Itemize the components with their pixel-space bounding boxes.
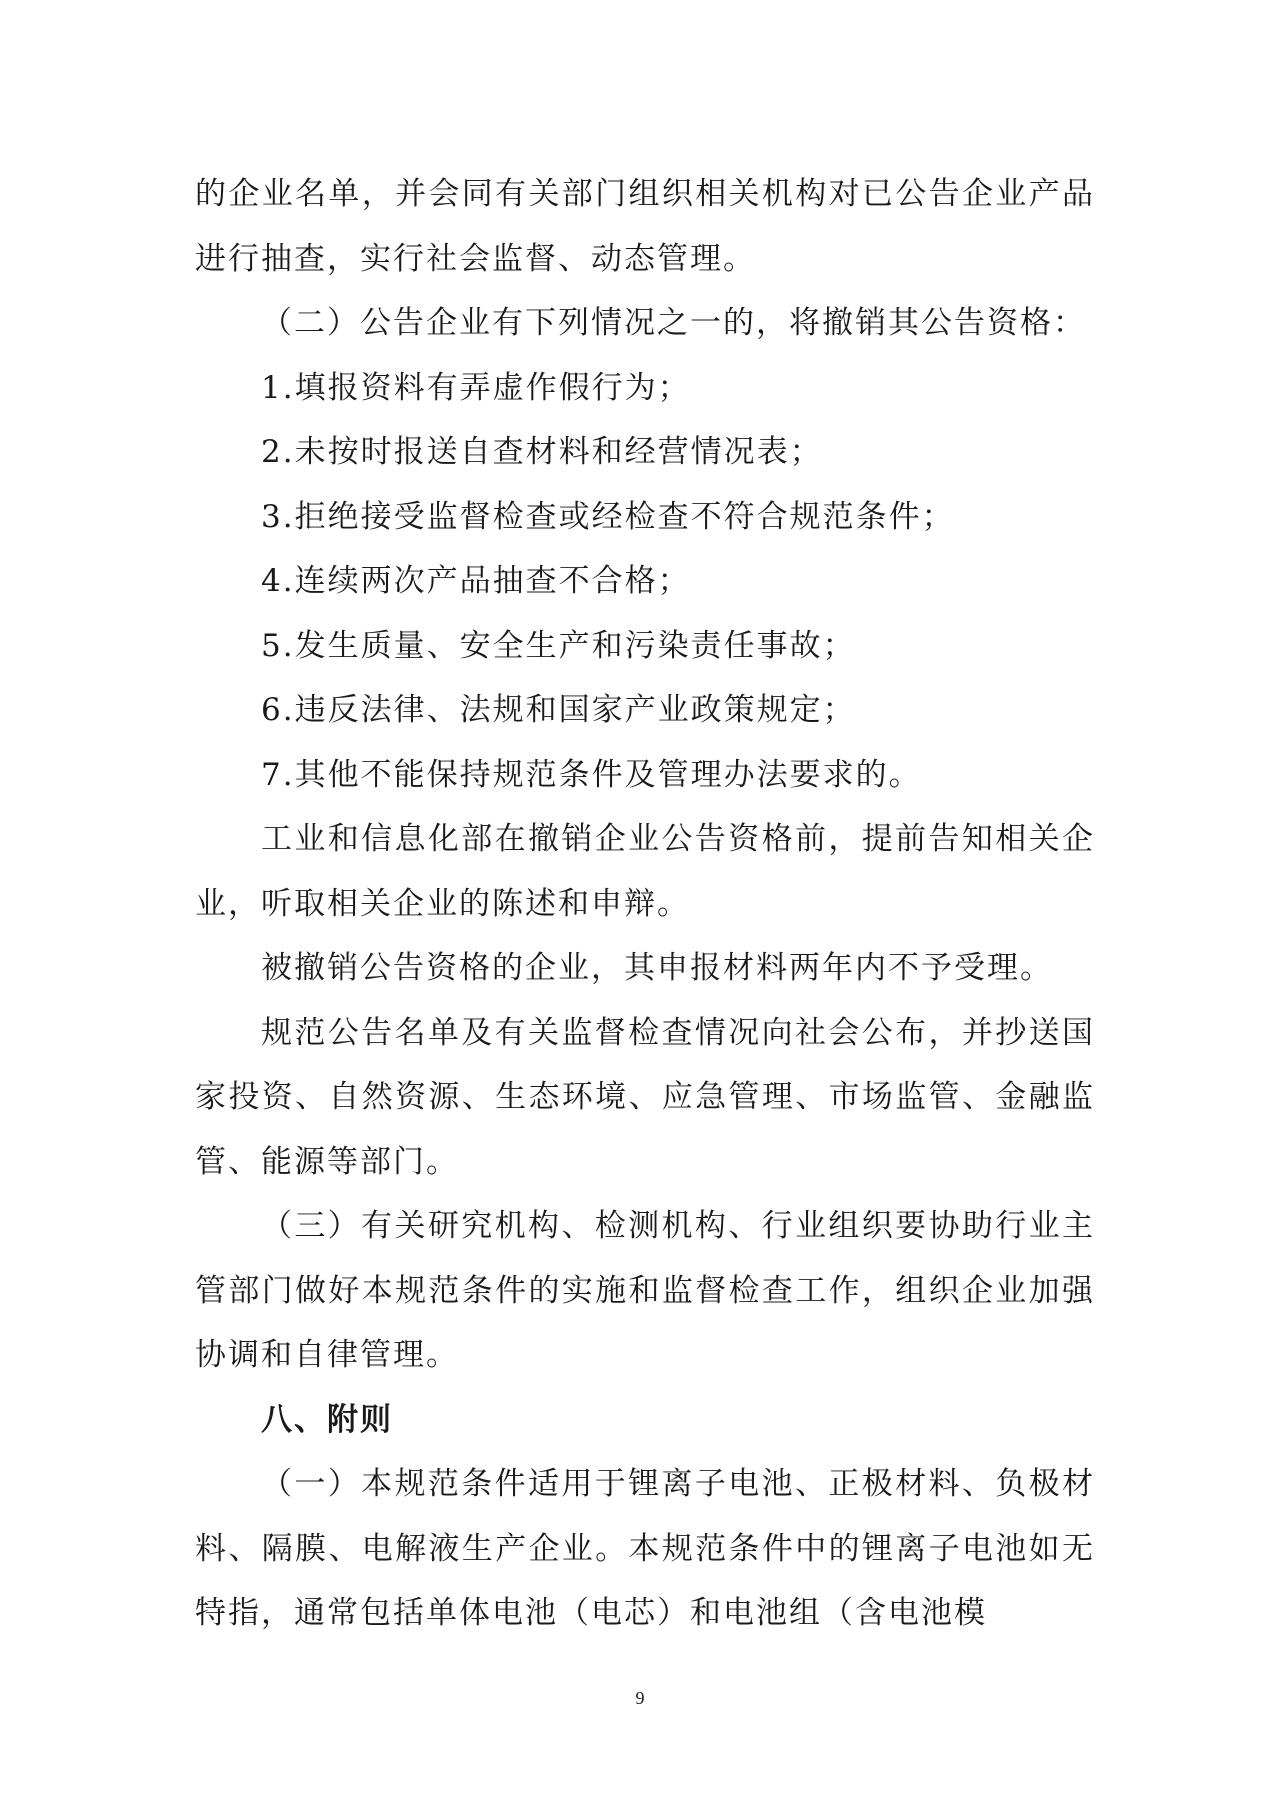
section-heading: 八、附则 (261, 1401, 393, 1438)
paragraph: 的企业名单，并会同有关部门组织相关机构对已公告企业产品进行抽查，实行社会监督、动态管理。 (195, 176, 1095, 277)
paragraph: 被撤销公告资格的企业，其申报材料两年内不予受理。 (261, 950, 1053, 986)
paragraph: 1.填报资料有弄虚作假行为； (261, 369, 691, 406)
paragraph: （一）本规范条件适用于锂离子电池、正极材料、负极材料、隔膜、电解液生产企业。本规范条件中的锂离子电池如无特指，通常包括单体电池（电芯）和电池组（含电池模 (195, 1466, 1095, 1631)
paragraph: 4.连续两次产品抽查不合格； (261, 563, 691, 599)
paragraph: 5.发生质量、安全生产和污染责任事故； (261, 627, 856, 664)
paragraph: 7.其他不能保持规范条件及管理办法要求的。 (261, 756, 922, 793)
paragraph: 规范公告名单及有关监督检查情况向社会公布，并抄送国家投资、自然资源、生态环境、应急管理、市场监管、金融监管、能源等部门。 (195, 1014, 1095, 1180)
page-number: 9 (635, 1688, 645, 1708)
paragraph: 工业和信息化部在撤销企业公告资格前，提前告知相关企业，听取相关企业的陈述和申辩。 (195, 821, 1095, 922)
paragraph: （二）公告企业有下列情况之一的，将撤销其公告资格： (261, 305, 1086, 341)
paragraph: 3.拒绝接受监督检查或经检查不符合规范条件； (261, 498, 955, 535)
body-text (195, 162, 1095, 1646)
paragraph: （三）有关研究机构、检测机构、行业组织要协助行业主管部门做好本规范条件的实施和监督检查工作，组织企业加强协调和自律管理。 (195, 1208, 1095, 1373)
paragraph: 2.未按时报送自查材料和经营情况表； (261, 434, 823, 470)
paragraph: 6.违反法律、法规和国家产业政策规定； (261, 692, 856, 728)
